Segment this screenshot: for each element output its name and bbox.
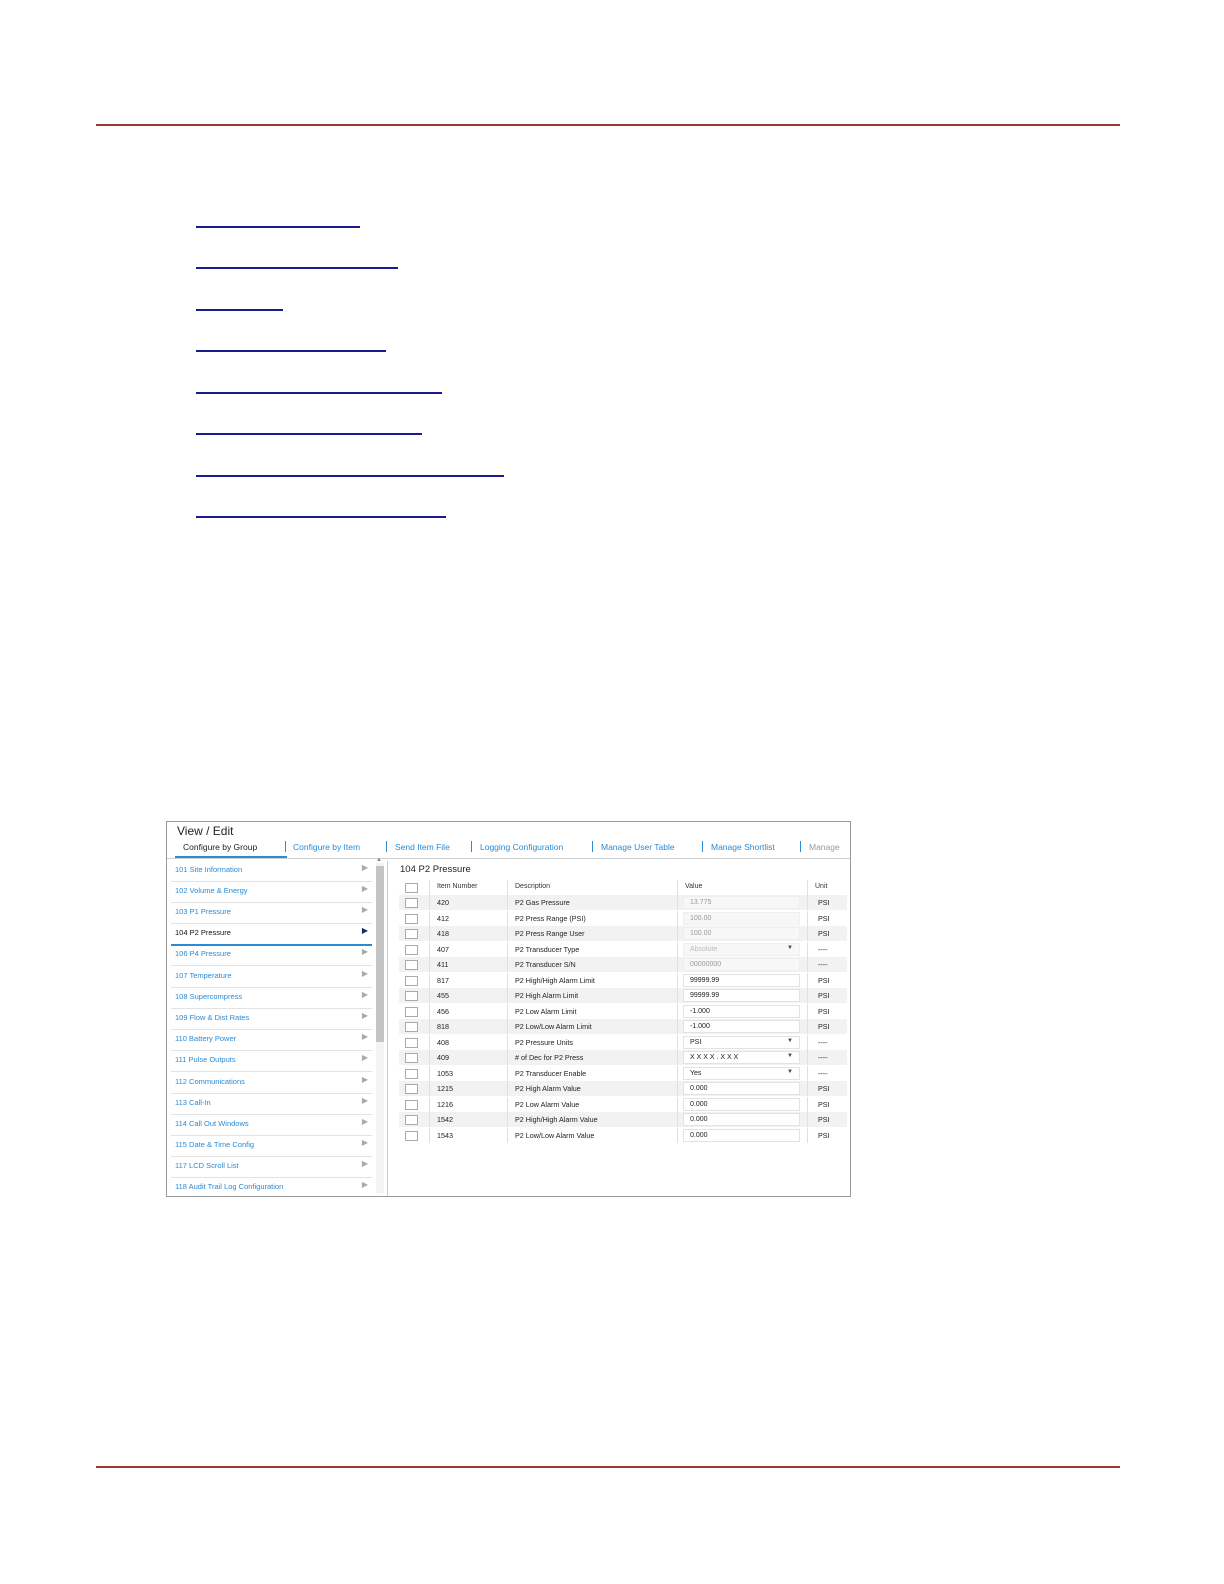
column-divider: [429, 880, 430, 895]
column-divider: [507, 1128, 508, 1143]
table-row: [399, 957, 847, 972]
column-divider: [677, 880, 678, 895]
column-divider: [677, 1004, 678, 1019]
description-cell: P2 Transducer S/N: [515, 960, 576, 969]
table-row: [399, 973, 847, 988]
value-input[interactable]: [683, 1005, 800, 1018]
table-row: [399, 1066, 847, 1081]
item-number-cell: 412: [437, 913, 449, 923]
value-input[interactable]: [683, 989, 800, 1002]
unit-cell: PSI: [818, 1006, 830, 1016]
column-divider: [429, 1081, 430, 1096]
column-divider: [507, 973, 508, 988]
table-row: [399, 988, 847, 1003]
value-cell: [683, 1020, 800, 1032]
table-row: [399, 1004, 847, 1019]
toc-link-6[interactable]: [196, 433, 422, 435]
tab-separator: [285, 841, 286, 852]
table-row: [399, 1112, 847, 1127]
value-cell: [683, 1113, 800, 1125]
sidebar-group-label: 102 Volume & Energy: [175, 886, 248, 895]
row-checkbox[interactable]: [405, 1131, 418, 1141]
column-divider: [429, 1050, 430, 1065]
unit-cell: PSI: [818, 1130, 830, 1140]
column-divider: [507, 1050, 508, 1065]
expand-arrow-icon[interactable]: ▶: [361, 1011, 368, 1020]
column-divider: [507, 988, 508, 1003]
column-divider: [807, 973, 808, 988]
dropdown-arrow-icon[interactable]: ▼: [787, 1053, 793, 1059]
column-divider: [429, 1128, 430, 1143]
value-cell: [683, 896, 800, 908]
description-cell: P2 Press Range (PSI): [515, 913, 586, 923]
row-checkbox[interactable]: [405, 914, 418, 924]
column-divider: [807, 880, 808, 895]
sidebar-group-item[interactable]: [171, 967, 372, 988]
value-dropdown[interactable]: [683, 1036, 800, 1049]
item-number-cell: 456: [437, 1006, 449, 1016]
sidebar-group-item[interactable]: [171, 1094, 372, 1115]
value-dropdown[interactable]: [683, 1067, 800, 1080]
value-input[interactable]: [683, 974, 800, 987]
value-input[interactable]: [683, 1113, 800, 1126]
sidebar-group-label: 112 Communications: [175, 1077, 245, 1086]
value-cell: [683, 927, 800, 939]
footer-rule: [96, 1466, 1120, 1468]
column-divider: [507, 1035, 508, 1050]
item-number-cell: 407: [437, 944, 449, 954]
tab-configure-by-group[interactable]: Configure by Group: [183, 842, 258, 852]
value-cell: [683, 1036, 800, 1048]
row-checkbox[interactable]: [405, 945, 418, 955]
column-divider: [507, 880, 508, 895]
sidebar-group-item[interactable]: [171, 1030, 372, 1051]
value-text: 99999.99: [690, 976, 720, 984]
table-row: [399, 1097, 847, 1112]
group-title: 104 P2 Pressure: [400, 864, 471, 875]
expand-arrow-icon[interactable]: ▶: [361, 1032, 368, 1041]
description-cell: P2 High/High Alarm Value: [515, 1115, 598, 1124]
row-checkbox[interactable]: [405, 898, 418, 908]
row-checkbox[interactable]: [405, 976, 418, 986]
value-dropdown[interactable]: [683, 943, 800, 956]
column-divider: [507, 957, 508, 972]
sidebar-group-label: 111 Pulse Outputs: [175, 1055, 236, 1064]
tab-bar-divider: [167, 858, 850, 859]
table-row: [399, 926, 847, 941]
column-divider: [677, 957, 678, 972]
column-divider: [807, 1112, 808, 1127]
sidebar-group-item[interactable]: [171, 945, 372, 966]
value-text: PSI: [690, 1038, 702, 1046]
item-number-cell: 1543: [437, 1130, 453, 1140]
scroll-up-arrow-icon[interactable]: ▲: [376, 857, 382, 863]
tab-manage-user-table[interactable]: Manage User Table: [601, 842, 675, 852]
item-number-cell: 409: [437, 1053, 449, 1062]
sidebar-group-item[interactable]: [171, 861, 372, 882]
expand-arrow-icon[interactable]: ▶: [361, 863, 368, 872]
column-divider: [807, 1004, 808, 1019]
toc-link-3[interactable]: [196, 309, 283, 311]
expand-arrow-icon[interactable]: ▶: [361, 1053, 368, 1062]
item-number-cell: 418: [437, 929, 449, 938]
toc-link-4[interactable]: [196, 350, 386, 352]
tab-send-item-file[interactable]: Send Item File: [395, 842, 450, 852]
tab-logging-configuration[interactable]: Logging Configuration: [480, 842, 564, 852]
value-cell: [683, 1129, 800, 1141]
tab-separator: [702, 841, 703, 852]
row-checkbox[interactable]: [405, 1038, 418, 1048]
item-number-cell: 455: [437, 991, 449, 1000]
column-divider: [507, 911, 508, 926]
header-value: Value: [685, 883, 703, 890]
expand-arrow-icon[interactable]: ▶: [361, 947, 368, 956]
toc-link-5[interactable]: [196, 392, 442, 394]
description-cell: P2 Low/Low Alarm Value: [515, 1130, 595, 1140]
tab-manage-shortlist[interactable]: Manage Shortlist: [711, 842, 775, 852]
row-checkbox[interactable]: [405, 1100, 418, 1110]
group-sidebar: [171, 857, 388, 1196]
value-text: 00000000: [690, 961, 722, 968]
row-checkbox[interactable]: [405, 960, 418, 970]
table-header-row: [399, 880, 847, 896]
item-number-cell: 420: [437, 898, 449, 907]
unit-cell: ----: [818, 1037, 828, 1047]
column-divider: [677, 911, 678, 926]
value-input: [683, 927, 800, 940]
item-number-cell: 1215: [437, 1084, 453, 1093]
expand-arrow-icon[interactable]: ▶: [361, 884, 368, 893]
table-row: [399, 895, 847, 910]
value-input[interactable]: [683, 1098, 800, 1111]
description-cell: P2 High/High Alarm Limit: [515, 975, 595, 985]
tab-separator: [592, 841, 593, 852]
sidebar-group-item[interactable]: [171, 1157, 372, 1178]
value-input[interactable]: [683, 1020, 800, 1033]
sidebar-scrollbar-thumb[interactable]: [376, 866, 384, 1042]
table-row: [399, 942, 847, 957]
dropdown-arrow-icon[interactable]: ▼: [787, 1068, 793, 1075]
value-text: 100.00: [690, 930, 712, 937]
value-input: [683, 912, 800, 925]
column-divider: [507, 895, 508, 910]
value-text: X X X X . X X X: [690, 1054, 739, 1061]
value-cell: [683, 1067, 800, 1079]
column-divider: [807, 1019, 808, 1034]
column-divider: [507, 942, 508, 957]
column-divider: [507, 926, 508, 941]
toc-link-7[interactable]: [196, 475, 504, 477]
column-divider: [677, 973, 678, 988]
description-cell: P2 High Alarm Limit: [515, 991, 579, 1000]
unit-cell: PSI: [818, 991, 830, 1000]
sidebar-group-item[interactable]: [171, 1115, 372, 1136]
column-divider: [507, 1019, 508, 1034]
value-cell: [683, 958, 800, 970]
unit-cell: PSI: [818, 929, 830, 938]
unit-cell: PSI: [818, 1084, 830, 1093]
expand-arrow-icon[interactable]: ▶: [361, 1075, 368, 1084]
value-cell: [683, 912, 800, 924]
sidebar-group-label: 117 LCD Scroll List: [175, 1161, 239, 1170]
expand-arrow-icon[interactable]: ▶: [361, 926, 368, 935]
column-divider: [807, 942, 808, 957]
value-dropdown[interactable]: [683, 1051, 800, 1064]
sidebar-group-item[interactable]: [171, 903, 372, 924]
value-cell: [683, 1082, 800, 1094]
sidebar-group-label: 106 P4 Pressure: [175, 949, 231, 958]
sidebar-group-label: 103 P1 Pressure: [175, 907, 231, 916]
table-row: [399, 1081, 847, 1096]
value-input[interactable]: [683, 1082, 800, 1095]
tab-separator: [800, 841, 801, 852]
sidebar-group-item[interactable]: [171, 882, 372, 903]
description-cell: P2 Press Range User: [515, 929, 585, 938]
value-text: Absolute: [690, 945, 718, 953]
value-text: -1.000: [690, 1007, 710, 1015]
unit-cell: ----: [818, 944, 828, 954]
view-edit-title: View / Edit: [177, 824, 234, 838]
value-text: 0.000: [690, 1116, 708, 1123]
sidebar-group-label: 113 Call-In: [175, 1098, 211, 1107]
header-unit: Unit: [815, 883, 828, 890]
column-divider: [429, 895, 430, 910]
row-checkbox[interactable]: [405, 929, 418, 939]
row-checkbox[interactable]: [405, 1115, 418, 1125]
column-divider: [677, 1050, 678, 1065]
column-divider: [807, 957, 808, 972]
column-divider: [429, 926, 430, 941]
column-divider: [677, 1035, 678, 1050]
column-divider: [507, 1112, 508, 1127]
sidebar-group-label: 109 Flow & Dist Rates: [175, 1013, 250, 1022]
value-cell: [683, 974, 800, 986]
header-item-number: Item Number: [437, 883, 478, 890]
column-divider: [507, 1004, 508, 1019]
sidebar-group-label: 110 Battery Power: [175, 1034, 237, 1043]
column-divider: [807, 1050, 808, 1065]
description-cell: P2 High Alarm Value: [515, 1084, 581, 1093]
description-cell: P2 Low/Low Alarm Limit: [515, 1022, 592, 1031]
column-divider: [807, 1066, 808, 1081]
sidebar-group-item[interactable]: [171, 1136, 372, 1157]
tab-configure-by-item[interactable]: Configure by Item: [293, 842, 361, 852]
value-text: 0.000: [690, 1085, 708, 1092]
column-divider: [807, 988, 808, 1003]
column-divider: [677, 1128, 678, 1143]
value-cell: [683, 1098, 800, 1110]
table-row: [399, 1019, 847, 1034]
column-divider: [677, 1019, 678, 1034]
column-divider: [507, 1066, 508, 1081]
value-text: 100.00: [690, 914, 712, 922]
value-text: Yes: [690, 1069, 702, 1077]
expand-arrow-icon[interactable]: ▶: [361, 1138, 368, 1147]
value-cell: [683, 943, 800, 955]
expand-arrow-icon[interactable]: ▶: [361, 990, 368, 999]
expand-arrow-icon[interactable]: ▶: [361, 1117, 368, 1126]
expand-arrow-icon[interactable]: ▶: [361, 1180, 368, 1189]
sidebar-group-label: 118 Audit Trail Log Configuration: [175, 1182, 284, 1191]
column-divider: [677, 1112, 678, 1127]
sidebar-group-label: 115 Date & Time Config: [175, 1140, 255, 1149]
value-text: -1.000: [690, 1023, 710, 1030]
column-divider: [429, 911, 430, 926]
sidebar-group-item[interactable]: [171, 924, 372, 946]
column-divider: [429, 1019, 430, 1034]
column-divider: [807, 1097, 808, 1112]
select-all-checkbox[interactable]: [405, 883, 418, 893]
column-divider: [677, 1066, 678, 1081]
column-divider: [429, 988, 430, 1003]
expand-arrow-icon[interactable]: ▶: [361, 905, 368, 914]
sidebar-group-label: 107 Temperature: [175, 971, 232, 980]
sidebar-group-label: 114 Call Out Windows: [175, 1119, 249, 1128]
sidebar-group-label: 101 Site Information: [175, 865, 243, 874]
column-divider: [507, 1081, 508, 1096]
sidebar-group-item[interactable]: [171, 1009, 372, 1030]
value-input: [683, 958, 800, 971]
column-divider: [807, 1128, 808, 1143]
item-number-cell: 408: [437, 1037, 449, 1047]
unit-cell: PSI: [818, 1115, 830, 1124]
column-divider: [677, 1081, 678, 1096]
item-number-cell: 411: [437, 960, 449, 969]
value-text: 13.775: [690, 899, 712, 906]
tab-separator: [386, 841, 387, 852]
unit-cell: ----: [818, 1053, 828, 1062]
column-divider: [429, 1035, 430, 1050]
value-cell: [683, 1005, 800, 1017]
column-divider: [807, 911, 808, 926]
column-divider: [429, 1066, 430, 1081]
column-divider: [807, 926, 808, 941]
unit-cell: PSI: [818, 898, 830, 907]
sidebar-group-item[interactable]: [171, 1073, 372, 1094]
sidebar-group-item[interactable]: [171, 988, 372, 1009]
column-divider: [677, 926, 678, 941]
column-divider: [677, 1097, 678, 1112]
unit-cell: ----: [818, 1068, 828, 1078]
row-checkbox[interactable]: [405, 991, 418, 1001]
column-divider: [677, 988, 678, 1003]
unit-cell: PSI: [818, 1022, 830, 1031]
expand-arrow-icon[interactable]: ▶: [361, 969, 368, 978]
table-row: [399, 1050, 847, 1065]
toc-link-8[interactable]: [196, 516, 446, 518]
column-divider: [807, 1035, 808, 1050]
toc-link-2[interactable]: [196, 267, 398, 269]
column-divider: [429, 957, 430, 972]
description-cell: P2 Gas Pressure: [515, 898, 570, 907]
item-number-cell: 1053: [437, 1068, 453, 1078]
sidebar-group-label: 104 P2 Pressure: [175, 928, 231, 937]
row-checkbox[interactable]: [405, 1069, 418, 1079]
description-cell: P2 Pressure Units: [515, 1037, 573, 1047]
table-row: [399, 1035, 847, 1050]
item-number-cell: 818: [437, 1022, 449, 1031]
description-cell: P2 Transducer Enable: [515, 1068, 587, 1078]
toc-link-1[interactable]: [196, 226, 360, 228]
sidebar-group-item[interactable]: [171, 1178, 372, 1197]
unit-cell: PSI: [818, 975, 830, 985]
row-checkbox[interactable]: [405, 1084, 418, 1094]
table-row: [399, 911, 847, 926]
column-divider: [677, 895, 678, 910]
unit-cell: PSI: [818, 913, 830, 923]
sidebar-group-item[interactable]: [171, 1051, 372, 1072]
unit-cell: ----: [818, 960, 828, 969]
column-divider: [677, 942, 678, 957]
value-text: 0.000: [690, 1131, 708, 1139]
column-divider: [429, 1112, 430, 1127]
description-cell: P2 Low Alarm Limit: [515, 1006, 577, 1016]
description-cell: P2 Low Alarm Value: [515, 1099, 580, 1109]
value-cell: [683, 989, 800, 1001]
expand-arrow-icon[interactable]: ▶: [361, 1159, 368, 1168]
header-rule: [96, 124, 1120, 126]
item-number-cell: 817: [437, 975, 449, 985]
item-number-cell: 1216: [437, 1099, 453, 1109]
value-text: 0.000: [690, 1100, 708, 1108]
tab-separator: [471, 841, 472, 852]
column-divider: [807, 1081, 808, 1096]
description-cell: # of Dec for P2 Press: [515, 1053, 584, 1062]
unit-cell: PSI: [818, 1099, 830, 1109]
value-cell: [683, 1051, 800, 1063]
expand-arrow-icon[interactable]: ▶: [361, 1096, 368, 1105]
value-input[interactable]: [683, 1129, 800, 1142]
description-cell: P2 Transducer Type: [515, 944, 580, 954]
column-divider: [429, 973, 430, 988]
column-divider: [429, 1097, 430, 1112]
column-divider: [429, 1004, 430, 1019]
column-divider: [507, 1097, 508, 1112]
value-text: 99999.99: [690, 992, 720, 999]
dropdown-arrow-icon[interactable]: ▼: [787, 1037, 793, 1044]
column-divider: [807, 895, 808, 910]
column-divider: [429, 942, 430, 957]
row-checkbox[interactable]: [405, 1007, 418, 1017]
row-checkbox[interactable]: [405, 1053, 418, 1063]
header-description: Description: [515, 883, 551, 890]
tab-manage-overflow[interactable]: Manage: [809, 842, 840, 852]
dropdown-arrow-icon[interactable]: ▼: [787, 944, 793, 951]
table-row: [399, 1128, 847, 1143]
tab-bar: [167, 840, 850, 858]
row-checkbox[interactable]: [405, 1022, 418, 1032]
embedded-screenshot: [166, 821, 851, 1197]
item-number-cell: 1542: [437, 1115, 453, 1124]
sidebar-group-label: 108 Supercompress: [175, 992, 243, 1001]
value-input: [683, 896, 800, 909]
